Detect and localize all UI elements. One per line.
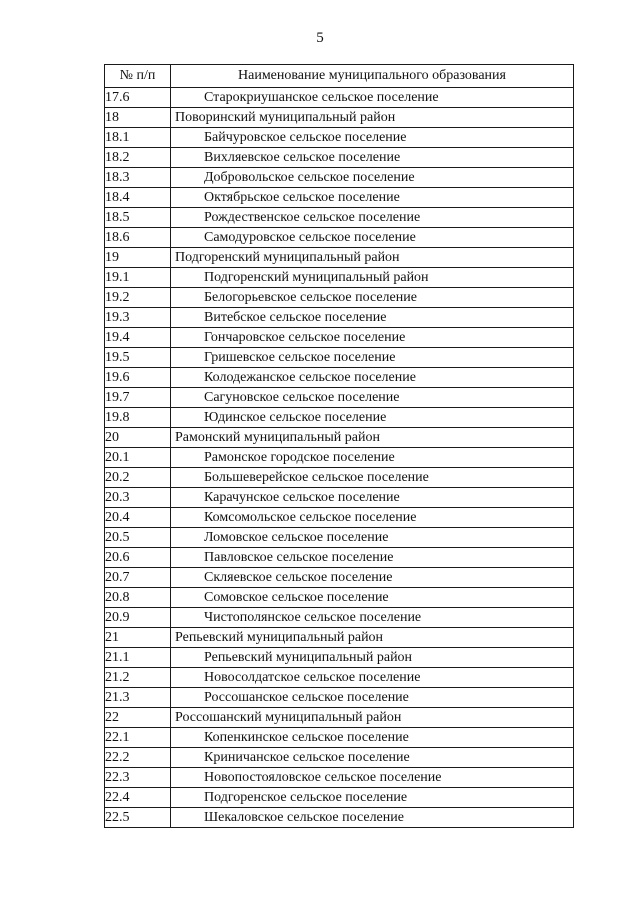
- municipalities-table: [104, 64, 574, 828]
- row-number: 18.3: [105, 168, 171, 188]
- row-number: 22.4: [105, 788, 171, 808]
- settlement-name: Новосолдатское сельское поселение: [171, 668, 574, 688]
- table-row: [105, 728, 574, 748]
- table-row: [105, 668, 574, 688]
- row-number: 18.6: [105, 228, 171, 248]
- row-number: 22.3: [105, 768, 171, 788]
- table-row: [105, 508, 574, 528]
- header-number: № п/п: [105, 65, 171, 88]
- row-number: 19.8: [105, 408, 171, 428]
- row-number: 18.4: [105, 188, 171, 208]
- settlement-name: Большеверейское сельское поселение: [171, 468, 574, 488]
- table-row: [105, 208, 574, 228]
- table-header-row: [105, 65, 574, 88]
- settlement-name: Павловское сельское поселение: [171, 548, 574, 568]
- settlement-name: Ломовское сельское поселение: [171, 528, 574, 548]
- table-row: [105, 768, 574, 788]
- settlement-name: Вихляевское сельское поселение: [171, 148, 574, 168]
- table-row: [105, 248, 574, 268]
- settlement-name: Октябрьское сельское поселение: [171, 188, 574, 208]
- row-number: 20.7: [105, 568, 171, 588]
- row-number: 18.2: [105, 148, 171, 168]
- settlement-name: Копенкинское сельское поселение: [171, 728, 574, 748]
- settlement-name: Россошанское сельское поселение: [171, 688, 574, 708]
- header-name: Наименование муниципального образования: [171, 65, 574, 88]
- row-number: 19.5: [105, 348, 171, 368]
- table-row: [105, 328, 574, 348]
- row-number: 19.7: [105, 388, 171, 408]
- row-number: 21: [105, 628, 171, 648]
- row-number: 20.9: [105, 608, 171, 628]
- settlement-name: Рамонское городское поселение: [171, 448, 574, 468]
- table-row: [105, 588, 574, 608]
- table-row: [105, 468, 574, 488]
- settlement-name: Витебское сельское поселение: [171, 308, 574, 328]
- settlement-name: Байчуровское сельское поселение: [171, 128, 574, 148]
- row-number: 19.1: [105, 268, 171, 288]
- row-number: 20.2: [105, 468, 171, 488]
- table-row: [105, 408, 574, 428]
- table-row: [105, 348, 574, 368]
- settlement-name: Репьевский муниципальный район: [171, 648, 574, 668]
- settlement-name: Сомовское сельское поселение: [171, 588, 574, 608]
- district-name: Поворинский муниципальный район: [171, 108, 574, 128]
- settlement-name: Старокриушанское сельское поселение: [171, 88, 574, 108]
- district-name: Россошанский муниципальный район: [171, 708, 574, 728]
- row-number: 18.5: [105, 208, 171, 228]
- table-row: [105, 388, 574, 408]
- table-row: [105, 628, 574, 648]
- row-number: 20.6: [105, 548, 171, 568]
- settlement-name: Сагуновское сельское поселение: [171, 388, 574, 408]
- page-number: 5: [316, 30, 324, 46]
- settlement-name: Скляевское сельское поселение: [171, 568, 574, 588]
- row-number: 18: [105, 108, 171, 128]
- table-row: [105, 808, 574, 828]
- settlement-name: Новопостояловское сельское поселение: [171, 768, 574, 788]
- settlement-name: Комсомольское сельское поселение: [171, 508, 574, 528]
- row-number: 21.1: [105, 648, 171, 668]
- table-row: [105, 448, 574, 468]
- table-row: [105, 148, 574, 168]
- settlement-name: Гришевское сельское поселение: [171, 348, 574, 368]
- table-row: [105, 608, 574, 628]
- table-row: [105, 268, 574, 288]
- table-row: [105, 688, 574, 708]
- table-row: [105, 548, 574, 568]
- settlement-name: Карачунское сельское поселение: [171, 488, 574, 508]
- row-number: 20: [105, 428, 171, 448]
- table-row: [105, 288, 574, 308]
- table-row: [105, 108, 574, 128]
- table-row: [105, 88, 574, 108]
- settlement-name: Подгоренский муниципальный район: [171, 268, 574, 288]
- row-number: 19.3: [105, 308, 171, 328]
- row-number: 20.8: [105, 588, 171, 608]
- row-number: 22.1: [105, 728, 171, 748]
- table-row: [105, 168, 574, 188]
- district-name: Рамонский муниципальный район: [171, 428, 574, 448]
- row-number: 22: [105, 708, 171, 728]
- settlement-name: Подгоренское сельское поселение: [171, 788, 574, 808]
- settlement-name: Колодежанское сельское поселение: [171, 368, 574, 388]
- table-row: [105, 128, 574, 148]
- row-number: 21.2: [105, 668, 171, 688]
- district-name: Подгоренский муниципальный район: [171, 248, 574, 268]
- table-row: [105, 368, 574, 388]
- row-number: 19: [105, 248, 171, 268]
- settlement-name: Шекаловское сельское поселение: [171, 808, 574, 828]
- settlement-name: Добровольское сельское поселение: [171, 168, 574, 188]
- table-row: [105, 188, 574, 208]
- row-number: 20.5: [105, 528, 171, 548]
- table-row: [105, 428, 574, 448]
- table-row: [105, 708, 574, 728]
- district-name: Репьевский муниципальный район: [171, 628, 574, 648]
- row-number: 20.3: [105, 488, 171, 508]
- row-number: 19.4: [105, 328, 171, 348]
- table-row: [105, 788, 574, 808]
- settlement-name: Криничанское сельское поселение: [171, 748, 574, 768]
- row-number: 19.2: [105, 288, 171, 308]
- table-row: [105, 528, 574, 548]
- table-row: [105, 748, 574, 768]
- settlement-name: Чистополянское сельское поселение: [171, 608, 574, 628]
- row-number: 21.3: [105, 688, 171, 708]
- table-row: [105, 568, 574, 588]
- table-row: [105, 648, 574, 668]
- row-number: 20.1: [105, 448, 171, 468]
- row-number: 22.2: [105, 748, 171, 768]
- settlement-name: Белогорьевское сельское поселение: [171, 288, 574, 308]
- row-number: 19.6: [105, 368, 171, 388]
- table-row: [105, 488, 574, 508]
- row-number: 22.5: [105, 808, 171, 828]
- row-number: 18.1: [105, 128, 171, 148]
- settlement-name: Самодуровское сельское поселение: [171, 228, 574, 248]
- settlement-name: Рождественское сельское поселение: [171, 208, 574, 228]
- table-row: [105, 228, 574, 248]
- row-number: 17.6: [105, 88, 171, 108]
- settlement-name: Юдинское сельское поселение: [171, 408, 574, 428]
- settlement-name: Гончаровское сельское поселение: [171, 328, 574, 348]
- table-row: [105, 308, 574, 328]
- row-number: 20.4: [105, 508, 171, 528]
